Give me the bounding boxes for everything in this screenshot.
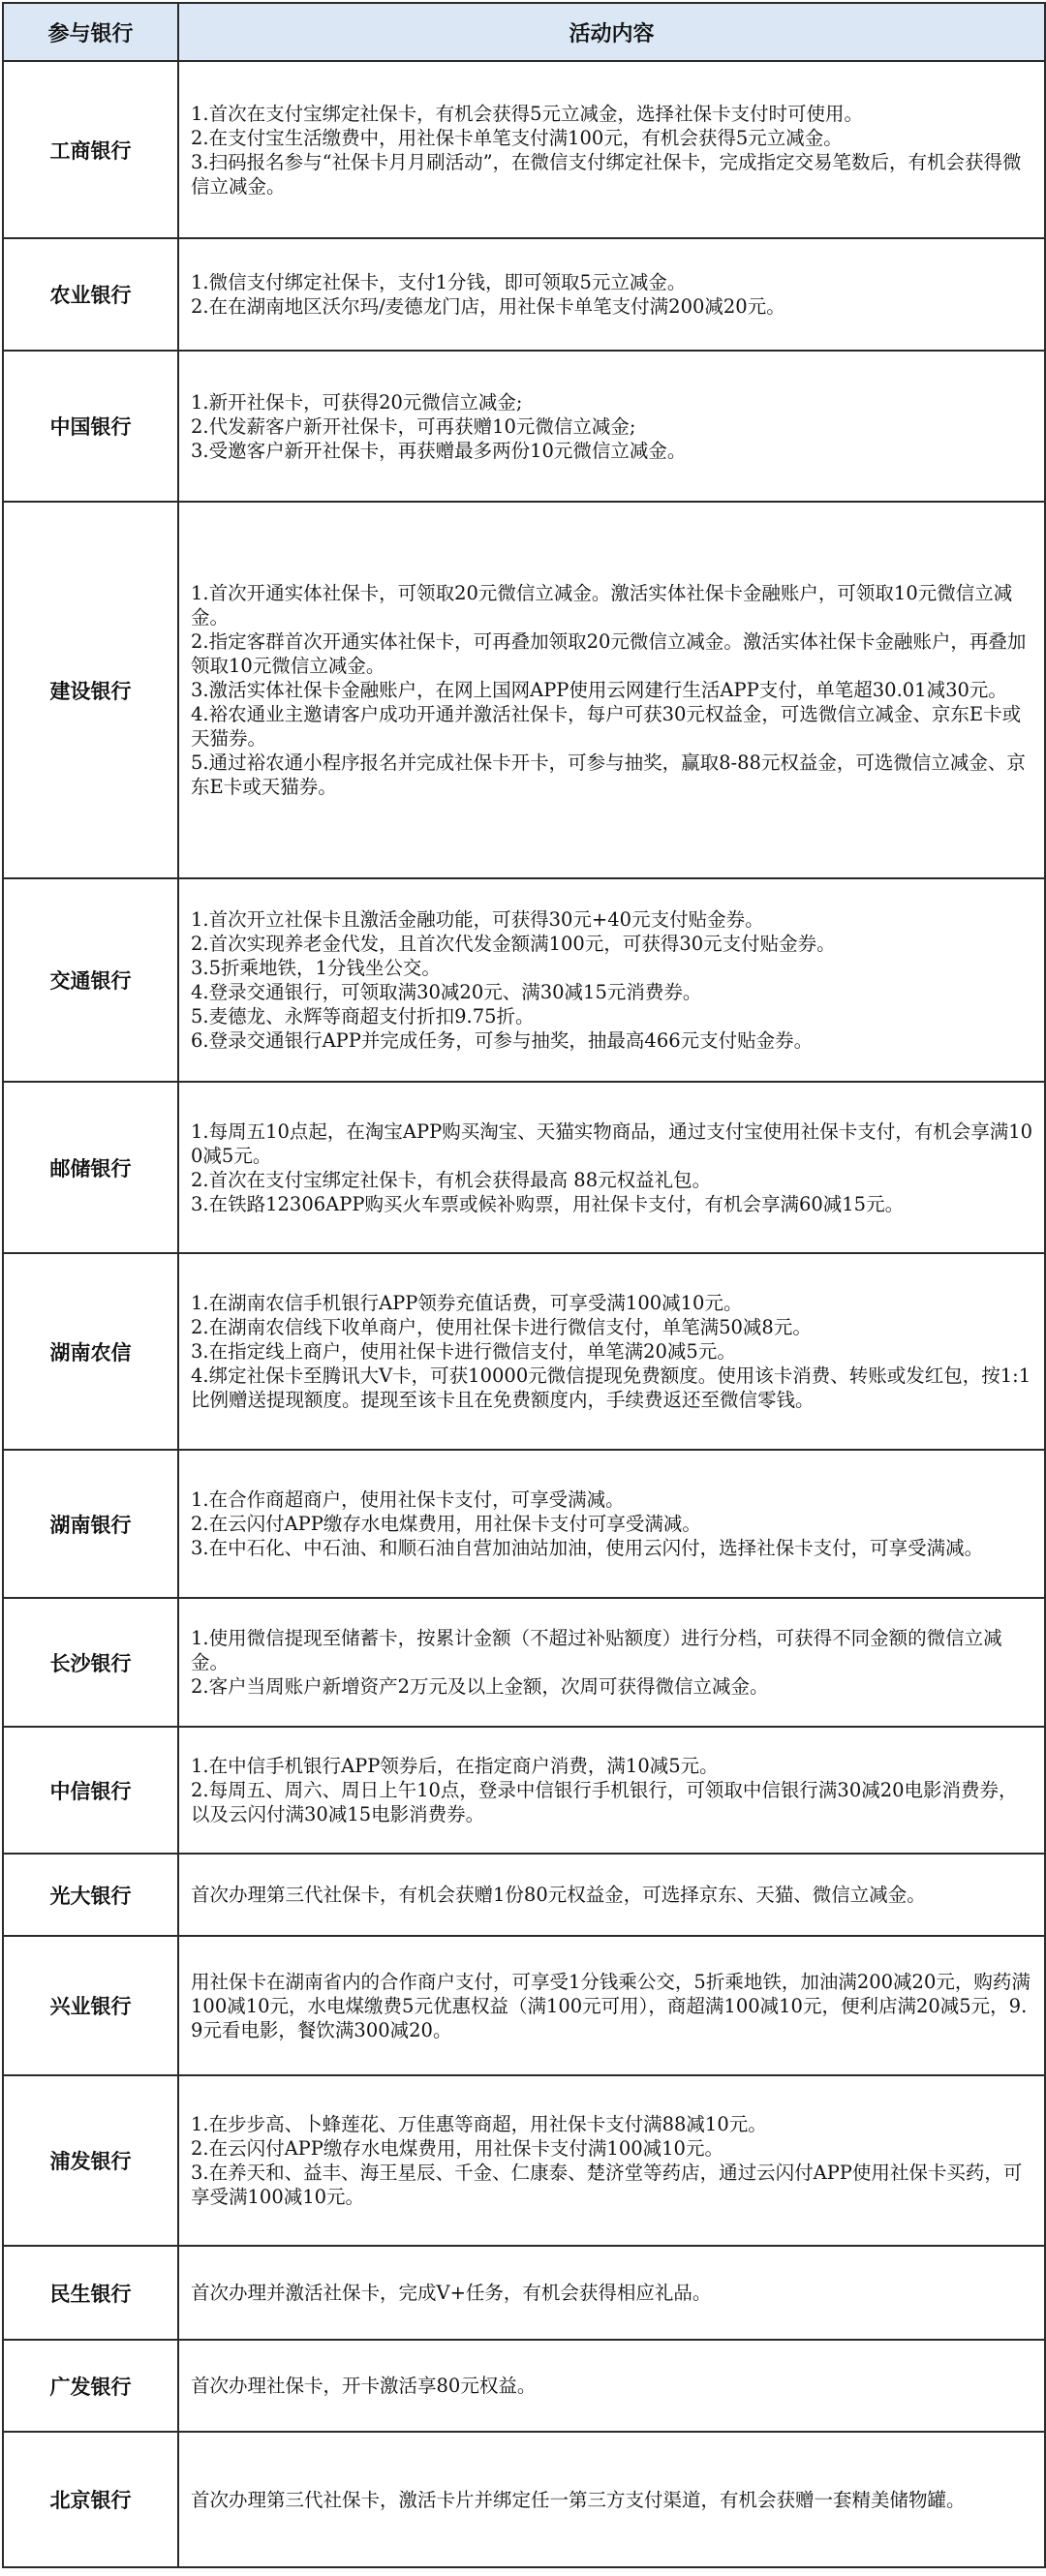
activity-content [178,1936,1045,2075]
bank-name: 北京银行 [3,2432,178,2567]
table-row [3,1450,1045,1598]
activity-line: 5.通过裕农通小程序报名并完成社保卡开卡，可参与抽奖，赢取8-88元权益金，可选微信立减金、京东E卡或天猫券。 [191,751,1026,798]
activity-line: 3.在中石化、中石油、和顺石油自营加油站加油，使用云闪付，选择社保卡支付，可享受满减。 [191,1537,984,1559]
activity-content [178,2246,1045,2340]
activity-line: 6.登录交通银行APP并完成任务，可参与抽奖，抽最高466元支付贴金券。 [191,1029,814,1052]
bank-name: 中国银行 [3,351,178,502]
table-row [3,1598,1045,1727]
table-row [3,351,1045,502]
activity-line: 首次办理社保卡，开卡激活享80元权益。 [191,2375,537,2397]
table-row [3,61,1045,238]
bank-name: 光大银行 [3,1854,178,1936]
activity-line: 2.客户当周账户新增资产2万元及以上金额，次周可获得微信立减金。 [191,1675,769,1698]
activity-content [178,1727,1045,1854]
activity-line: 5.麦德龙、永辉等商超支付折扣9.75折。 [191,1005,535,1027]
activity-line: 1.首次在支付宝绑定社保卡，有机会获得5元立减金，选择社保卡支付时可使用。 [191,102,864,125]
activity-content [178,238,1045,351]
table-row [3,1082,1045,1253]
table-row [3,2432,1045,2567]
table-row [3,1253,1045,1450]
activity-line: 3.激活实体社保卡金融账户，在网上国网APP使用云网建行生活APP支付，单笔超30.01减30元。 [191,679,1007,701]
bank-name: 长沙银行 [3,1598,178,1727]
table-row [3,502,1045,878]
activity-line: 1.首次开立社保卡且激活金融功能，可获得30元+40元支付贴金券。 [191,908,764,931]
bank-name: 浦发银行 [3,2075,178,2246]
activity-content [178,1082,1045,1253]
activity-line: 1.使用微信提现至储蓄卡，按累计金额（不超过补贴额度）进行分档，可获得不同金额的微信立减金。 [191,1627,1002,1673]
activity-line: 首次办理第三代社保卡，有机会获赠1份80元权益金，可选择京东、天猫、微信立减金。 [191,1884,926,1906]
header-content: 活动内容 [178,3,1045,61]
bank-name: 民生银行 [3,2246,178,2340]
table-row [3,1727,1045,1854]
table-row [3,1854,1045,1936]
activity-line: 1.首次开通实体社保卡，可领取20元微信立减金。激活实体社保卡金融账户，可领取10元微信立减金。 [191,582,1013,629]
bank-name: 湖南农信 [3,1253,178,1450]
activity-line: 1.在步步高、卜蜂莲花、万佳惠等商超，用社保卡支付满88减10元。 [191,2113,767,2135]
activity-line: 首次办理第三代社保卡，激活卡片并绑定任一第三方支付渠道，有机会获赠一套精美储物罐。 [191,2488,966,2511]
promo-table [2,2,1046,2568]
table-body [3,61,1045,2567]
activity-line: 用社保卡在湖南省内的合作商户支付，可享受1分钱乘公交，5折乘地铁，加油满200减20元，购药满100减10元，水电煤缴费5元优惠权益（满100元可用），商超满100减10元，便利店满20减5元，9.9元看电影，餐饮满300减20。 [191,1970,1031,2041]
bank-name: 邮储银行 [3,1082,178,1253]
activity-line: 1.微信支付绑定社保卡，支付1分钱，即可领取5元立减金。 [191,271,687,293]
activity-line: 3.5折乘地铁，1分钱坐公交。 [191,957,441,979]
activity-content [178,2340,1045,2432]
activity-line: 2.在云闪付APP缴存水电煤费用，用社保卡支付满100减10元。 [191,2137,723,2160]
activity-line: 2.首次在支付宝绑定社保卡，有机会获得最高 88元权益礼包。 [191,1168,712,1191]
activity-content [178,1854,1045,1936]
activity-line: 2.在云闪付APP缴存水电煤费用，用社保卡支付可享受满减。 [191,1513,701,1535]
activity-line: 3.受邀客户新开社保卡，再获赠最多两份10元微信立减金。 [191,439,687,462]
activity-content [178,61,1045,238]
table-row [3,878,1045,1082]
table-row [3,2075,1045,2246]
bank-name: 中信银行 [3,1727,178,1854]
activity-line: 1.每周五10点起，在淘宝APP购买淘宝、天猫实物商品，通过支付宝使用社保卡支付，有机会享满100减5元。 [191,1119,1033,1167]
activity-line: 3.在指定线上商户，使用社保卡进行微信支付，单笔满20减5元。 [191,1340,736,1363]
bank-name: 兴业银行 [3,1936,178,2075]
activity-content [178,1450,1045,1598]
bank-name: 广发银行 [3,2340,178,2432]
activity-line: 2.首次实现养老金代发，且首次代发金额满100元，可获得30元支付贴金券。 [191,933,836,955]
activity-line: 2.在在湖南地区沃尔玛/麦德龙门店，用社保卡单笔支付满200减20元。 [191,295,785,318]
activity-line: 2.代发薪客户新开社保卡，可再获赠10元微信立减金; [191,414,636,438]
activity-content [178,502,1045,878]
activity-line: 2.在湖南农信线下收单商户，使用社保卡进行微信支付，单笔满50减8元。 [191,1316,812,1338]
activity-line: 4.登录交通银行，可领取满30减20元、满30减15元消费券。 [191,981,702,1003]
header-bank: 参与银行 [3,3,178,61]
activity-content [178,1253,1045,1450]
activity-line: 首次办理并激活社保卡，完成V+任务，有机会获得相应礼品。 [191,2282,712,2304]
table-row [3,2246,1045,2340]
activity-line: 3.扫码报名参与“社保卡月月刷活动”，在微信支付绑定社保卡，完成指定交易笔数后，有机会获得微信立减金。 [191,150,1022,198]
table-row [3,238,1045,351]
bank-name: 建设银行 [3,502,178,878]
bank-name: 工商银行 [3,61,178,238]
activity-content [178,351,1045,502]
bank-name: 农业银行 [3,238,178,351]
activity-line: 1.在合作商超商户，使用社保卡支付，可享受满减。 [191,1488,625,1511]
activity-line: 1.在中信手机银行APP领券后，在指定商户消费，满10减5元。 [191,1755,719,1777]
activity-line: 1.新开社保卡，可获得20元微信立减金; [191,390,523,414]
activity-line: 3.在铁路12306APP购买火车票或候补购票，用社保卡支付，有机会享满60减15元。 [191,1192,905,1215]
activity-line: 4.裕农通业主邀请客户成功开通并激活社保卡，每户可获30元权益金，可选微信立减金、京东E卡或天猫券。 [191,703,1022,750]
activity-line: 3.在养天和、益丰、海王星辰、千金、仁康泰、楚济堂等药店，通过云闪付APP使用社保卡买药，可享受满100减10元。 [191,2162,1023,2208]
activity-line: 4.绑定社保卡至腾讯大V卡，可获10000元微信提现免费额度。使用该卡消费、转账或发红包，按1:1比例赠送提现额度。提现至该卡且在免费额度内，手续费返还至微信零钱。 [191,1365,1031,1411]
activity-content [178,2075,1045,2246]
activity-line: 1.在湖南农信手机银行APP领券充值话费，可享受满100减10元。 [191,1292,743,1314]
bank-name: 交通银行 [3,878,178,1082]
table-row [3,2340,1045,2432]
activity-content [178,2432,1045,2567]
table-row [3,1936,1045,2075]
activity-content [178,878,1045,1082]
activity-line: 2.每周五、周六、周日上午10点，登录中信银行手机银行，可领取中信银行满30减20电影消费券，以及云闪付满30减15电影消费券。 [191,1779,1018,1825]
activity-line: 2.指定客群首次开通实体社保卡，可再叠加领取20元微信立减金。激活实体社保卡金融账户，再叠加领取10元微信立减金。 [191,630,1027,677]
table-header-row [3,3,1045,61]
bank-name: 湖南银行 [3,1450,178,1598]
activity-line: 2.在支付宝生活缴费中，用社保卡单笔支付满100元，有机会获得5元立减金。 [191,126,843,149]
activity-content [178,1598,1045,1727]
